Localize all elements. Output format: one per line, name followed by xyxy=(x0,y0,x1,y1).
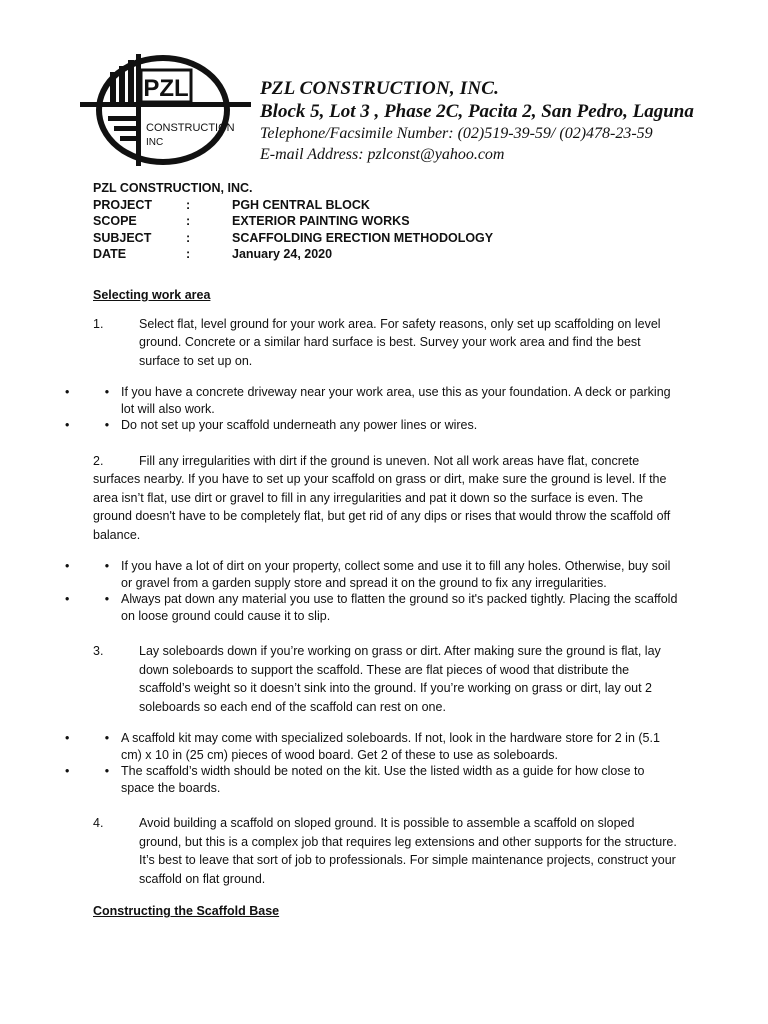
numbered-item-4 xyxy=(93,814,678,888)
item-number: 4. xyxy=(93,816,104,830)
bullet: • xyxy=(104,418,110,432)
numbered-item-2 xyxy=(93,452,678,545)
bullet-text: If you have a concrete driveway near your work area, use this as your foundation. A deck or parking lot will also work. xyxy=(121,385,671,416)
item-number: 1. xyxy=(93,316,104,331)
header-value: January 24, 2020 xyxy=(232,247,333,261)
item-text: Fill any irregularities with dirt if the ground is uneven. Not all work areas have flat, concrete surfaces nearby. If you have to set up your scaffold on grass or dirt, make sure the ground is level. If the area isn’t flat, use dirt or gravel to fill in any irregularities and pat it down so the surface is even. The ground doesn't have to be completely flat, but get rid of any dips or rises that would throw the scaffold off balance. xyxy=(93,453,671,542)
header-row-date xyxy=(93,246,693,263)
letterhead-telephone: Telephone/Facsimile Number: (02)519-39-59/ (02)478-23-59 xyxy=(260,125,653,142)
header-row-project xyxy=(93,197,693,214)
header-key: DATE xyxy=(93,247,127,261)
bullet: • xyxy=(104,592,110,606)
header-value: PGH CENTRAL BLOCK xyxy=(232,197,370,212)
numbered-item-3 xyxy=(93,642,678,716)
header-row-subject xyxy=(93,230,693,247)
list-item xyxy=(93,558,678,591)
list-item xyxy=(93,763,678,796)
logo-subtext-2: INC xyxy=(146,137,164,148)
letterhead-address: Block 5, Lot 3 , Phase 2C, Pacita 2, San Pedro, Laguna xyxy=(260,101,694,122)
item-text: Lay soleboards down if you’re working on grass or dirt. After making sure the ground is flat, lay down soleboards to support the scaffold. These are flat pieces of wood that distribute the scaffold’s weight so it doesn’t sink into the ground. If you’re working on grass or dirt, lay out 2 soleboards so each end of the scaffold can rest on one. xyxy=(139,644,661,714)
section-title-selecting-work-area: Selecting work area xyxy=(93,288,211,302)
bullet-list xyxy=(93,558,678,624)
header-colon: : xyxy=(186,247,191,261)
header-key: PROJECT xyxy=(93,197,153,212)
company-logo xyxy=(78,52,253,170)
bullet: • xyxy=(104,764,110,778)
header-key: SCOPE xyxy=(93,214,137,228)
header-value: SCAFFOLDING ERECTION METHODOLOGY xyxy=(232,230,494,245)
list-item xyxy=(93,730,678,763)
header-key: SUBJECT xyxy=(93,230,152,245)
letterhead xyxy=(260,78,760,165)
bullet-text: If you have a lot of dirt on your property, collect some and use it to fill any holes. Otherwise, buy soil or gravel from a garden supply store and spread it on the ground to fix any irregularities. xyxy=(121,559,671,590)
document-header xyxy=(93,180,693,263)
header-value: EXTERIOR PAINTING WORKS xyxy=(232,214,410,228)
header-colon: : xyxy=(186,230,191,245)
section-title-constructing-scaffold-base: Constructing the Scaffold Base xyxy=(93,904,280,918)
list-item xyxy=(93,591,678,624)
item-text: Avoid building a scaffold on sloped ground. It is possible to assemble a scaffold on sloped ground, but this is a complex job that requires leg extensions and other supports for the structure. It’s best to leave that sort of job to professionals. For simple maintenance projects, construct your scaffold on flat ground. xyxy=(139,816,677,886)
bullet-list xyxy=(93,384,678,434)
logo-subtext-1: CONSTRUCTION xyxy=(146,122,235,134)
header-company: PZL CONSTRUCTION, INC. xyxy=(93,181,253,195)
bullet-list xyxy=(93,730,678,796)
item-number: 2. xyxy=(93,453,104,468)
list-item xyxy=(93,417,678,434)
letterhead-email: E-mail Address: pzlconst@yahoo.com xyxy=(260,146,505,163)
header-colon: : xyxy=(186,197,191,212)
item-number: 3. xyxy=(93,644,104,658)
bullet: • xyxy=(104,385,110,399)
bullet-text: A scaffold kit may come with specialized soleboards. If not, look in the hardware store for 2 in (5.1 cm) x 10 in (25 cm) pieces of wood board. Get 2 of these to use as soleboards. xyxy=(121,731,660,762)
logo-text: PZL xyxy=(143,75,189,102)
header-row-scope xyxy=(93,213,693,230)
bullet-text: Always pat down any material you use to flatten the ground so it's packed tightly. Placing the scaffold on loose ground could cause it to slip. xyxy=(121,592,678,623)
item-text: Select flat, level ground for your work area. For safety reasons, only set up scaffolding on level ground. Concrete or a similar hard surface is best. Survey your work area and find the best surface to set up on. xyxy=(139,316,661,368)
list-item xyxy=(93,384,678,417)
header-colon: : xyxy=(186,214,191,228)
document-body xyxy=(93,286,678,921)
bullet: • xyxy=(104,731,110,745)
letterhead-company-name: PZL CONSTRUCTION, INC. xyxy=(260,78,500,99)
numbered-item-1 xyxy=(93,315,678,371)
bullet: • xyxy=(104,559,110,573)
bullet-text: The scaffold’s width should be noted on the kit. Use the listed width as a guide for how close to space the boards. xyxy=(121,764,645,795)
bullet-text: Do not set up your scaffold underneath any power lines or wires. xyxy=(121,418,478,432)
